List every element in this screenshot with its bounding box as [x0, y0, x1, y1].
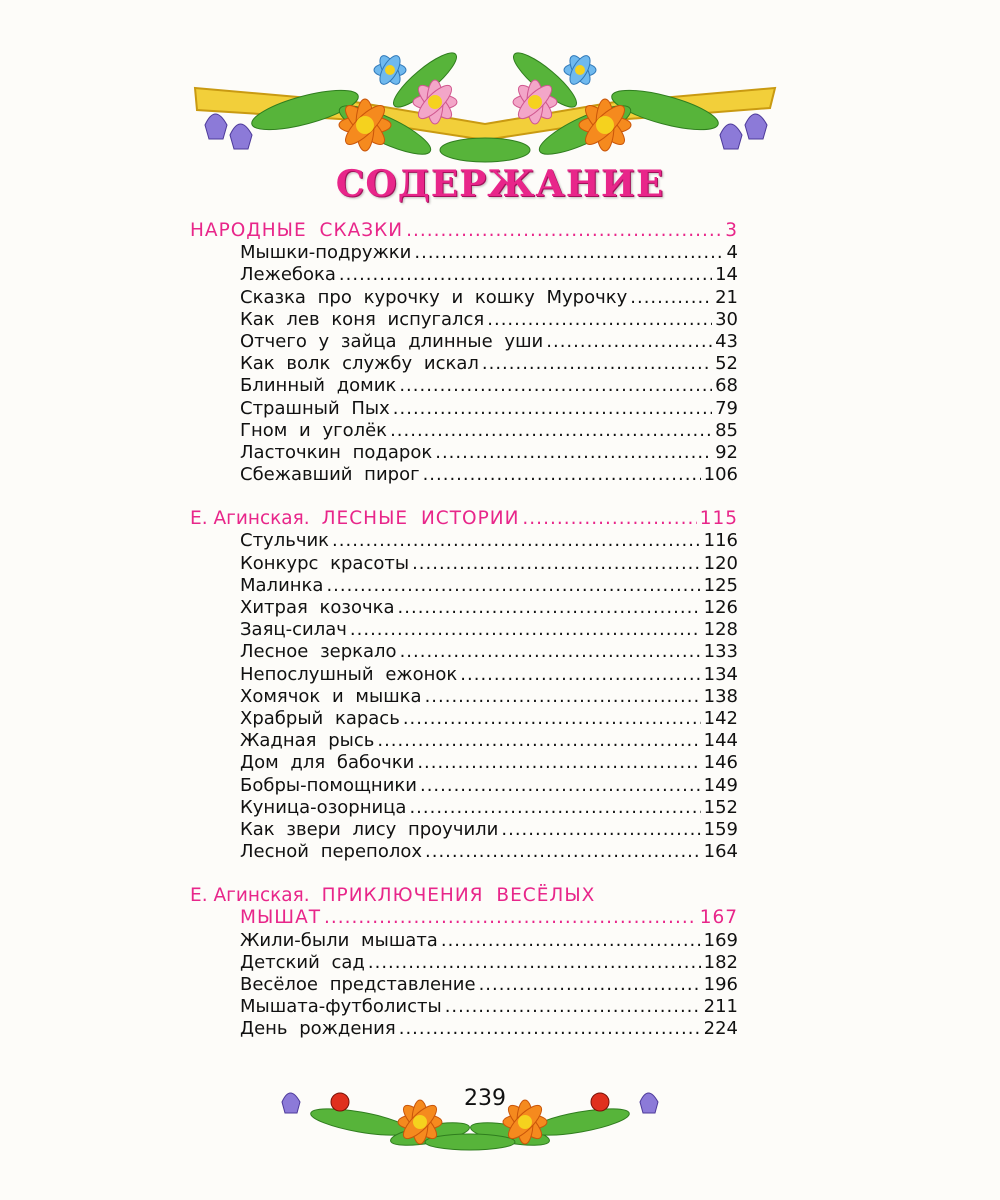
dot-leader	[339, 264, 712, 286]
dot-leader	[390, 420, 712, 442]
dot-leader	[399, 375, 712, 397]
entry-title: Блинный домик	[240, 375, 397, 397]
entry-title: Детский сад	[240, 951, 365, 973]
dot-leader	[487, 309, 712, 331]
toc-entry[interactable]	[190, 264, 738, 286]
dot-leader	[482, 353, 712, 375]
entry-page-number: 149	[703, 774, 738, 796]
toc-entry[interactable]	[190, 708, 738, 730]
entry-title: Ласточкин подарок	[240, 441, 433, 463]
entry-page-number: 224	[703, 1018, 738, 1040]
entry-title: Хомячок и мышка	[240, 685, 422, 707]
entry-title: Заяц-силач	[240, 619, 347, 641]
entry-page-number: 159	[703, 818, 738, 840]
entry-page-number: 79	[715, 397, 738, 419]
entry-title: Сказка про курочку и кошку Мурочку	[240, 286, 628, 308]
entry-page-number: 85	[715, 419, 738, 441]
entry-page-number: 134	[703, 663, 738, 685]
dot-leader	[398, 597, 701, 619]
toc-entry[interactable]	[190, 597, 738, 619]
entry-page-number: 21	[715, 286, 738, 308]
entry-title: Жили-были мышата	[240, 929, 438, 951]
entry-page-number: 164	[703, 841, 738, 863]
toc-entry[interactable]	[190, 420, 738, 442]
entry-title: Весёлое представление	[240, 974, 476, 995]
dot-leader	[403, 708, 701, 730]
dot-leader	[417, 752, 700, 774]
dot-leader	[522, 508, 696, 530]
toc-entry[interactable]	[190, 464, 738, 486]
entry-page-number: 43	[715, 330, 738, 352]
entry-page-number: 125	[703, 574, 738, 596]
section-author: Е. Агинская.	[190, 885, 310, 907]
dot-leader	[479, 974, 701, 996]
section-heading-text: НАРОДНЫЕ СКАЗКИ	[190, 220, 404, 241]
dot-leader	[445, 996, 701, 1018]
entry-title: Храбрый карась	[240, 707, 400, 729]
entry-title: Куница-озорница	[240, 796, 407, 818]
dot-leader	[393, 398, 712, 420]
dot-leader	[414, 242, 723, 264]
toc-entry[interactable]	[190, 664, 738, 686]
toc-entry[interactable]	[190, 686, 738, 708]
dot-leader	[460, 664, 700, 686]
dot-leader	[435, 442, 712, 464]
table-of-contents	[190, 220, 738, 1041]
toc-entry[interactable]	[190, 952, 738, 974]
dot-leader	[406, 220, 722, 242]
entry-page-number: 211	[703, 996, 738, 1018]
toc-entry[interactable]	[190, 641, 738, 663]
entry-page-number: 182	[703, 951, 738, 973]
toc-entry[interactable]	[190, 1018, 738, 1040]
entry-page-number: 92	[715, 441, 738, 463]
entry-title: Гном и уголёк	[240, 419, 388, 441]
entry-page-number: 116	[703, 530, 738, 552]
dot-leader	[350, 619, 701, 641]
entry-title: Лесной переполох	[240, 841, 423, 863]
dot-leader	[399, 1018, 701, 1040]
entry-title: Конкурс красоты	[240, 552, 410, 574]
entry-title: Хитрая козочка	[240, 597, 395, 618]
section-heading-text: МЫШАТ	[240, 907, 322, 929]
entry-page-number: 4	[726, 242, 738, 264]
section-author: Е. Агинская.	[190, 508, 310, 530]
entry-title: Как волк службу искал	[240, 353, 479, 375]
dot-leader	[332, 530, 701, 552]
toc-entry[interactable]	[190, 375, 738, 397]
section-heading-text: ПРИКЛЮЧЕНИЯ ВЕСЁЛЫХ	[321, 885, 596, 907]
toc-entry[interactable]	[190, 841, 738, 863]
entry-page-number: 196	[703, 974, 738, 995]
dot-leader	[409, 797, 700, 819]
entry-title: Как звери лису проучили	[240, 818, 499, 840]
toc-section-heading-continuation[interactable]	[190, 907, 738, 929]
entry-page-number: 142	[703, 707, 738, 729]
entry-page-number: 169	[703, 929, 738, 951]
dot-leader	[377, 730, 700, 752]
entry-page-number: 120	[703, 552, 738, 574]
toc-section-heading[interactable]	[190, 885, 738, 907]
entry-title: Малинка	[240, 574, 324, 596]
entry-page-number: 14	[715, 264, 738, 286]
toc-entry[interactable]	[190, 242, 738, 264]
floral-garland-top-decoration	[185, 40, 785, 170]
entry-title: Страшный Пых	[240, 397, 390, 419]
dot-leader	[630, 287, 712, 309]
entry-page-number: 138	[703, 685, 738, 707]
toc-section-heading[interactable]	[190, 220, 738, 242]
toc-entry[interactable]	[190, 287, 738, 309]
entry-title: Непослушный ежонок	[240, 663, 458, 685]
dot-leader	[501, 819, 700, 841]
page-number: 239	[464, 1086, 506, 1111]
entry-page-number: 128	[703, 619, 738, 641]
entry-page-number: 68	[715, 375, 738, 397]
entry-page-number: 30	[715, 308, 738, 330]
toc-entry[interactable]	[190, 331, 738, 353]
section-page-number: 3	[725, 220, 738, 241]
toc-entry[interactable]	[190, 996, 738, 1018]
dot-leader	[412, 553, 701, 575]
entry-title: Бобры-помощники	[240, 774, 417, 796]
toc-entry[interactable]	[190, 398, 738, 420]
dot-leader	[420, 775, 701, 797]
entry-title: Дом для бабочки	[240, 752, 415, 774]
entry-title: Лесное зеркало	[240, 641, 397, 663]
toc-entry[interactable]	[190, 575, 738, 597]
toc-section-heading[interactable]	[190, 508, 738, 530]
dot-leader	[368, 952, 701, 974]
page-title: СОДЕРЖАНИЕ	[335, 163, 665, 205]
entry-page-number: 126	[703, 597, 738, 618]
entry-title: Как лев коня испугался	[240, 308, 485, 330]
floral-garland-bottom-decoration	[270, 1072, 670, 1152]
dot-leader	[324, 907, 697, 929]
toc-entry[interactable]	[190, 730, 738, 752]
dot-leader	[423, 464, 701, 486]
entry-page-number: 144	[703, 730, 738, 752]
toc-entry[interactable]	[190, 619, 738, 641]
toc-entry[interactable]	[190, 930, 738, 952]
entry-page-number: 106	[703, 464, 738, 486]
entry-title: Стульчик	[240, 530, 330, 552]
toc-entry[interactable]	[190, 819, 738, 841]
dot-leader	[400, 641, 701, 663]
toc-entry[interactable]	[190, 752, 738, 774]
entry-page-number: 152	[703, 796, 738, 818]
toc-entry[interactable]	[190, 775, 738, 797]
toc-entry[interactable]	[190, 309, 738, 331]
entry-title: Мышки-подружки	[240, 242, 412, 264]
dot-leader	[326, 575, 700, 597]
entry-title: Мышата-футболисты	[240, 996, 442, 1018]
entry-page-number: 146	[703, 752, 738, 774]
entry-page-number: 52	[715, 353, 738, 375]
entry-title: Лежебока	[240, 264, 336, 286]
toc-entry[interactable]	[190, 353, 738, 375]
entry-title: Сбежавший пирог	[240, 464, 420, 486]
dot-leader	[425, 841, 701, 863]
section-heading-text: ЛЕСНЫЕ ИСТОРИИ	[321, 508, 520, 530]
toc-entry[interactable]	[190, 974, 738, 996]
toc-entry[interactable]	[190, 530, 738, 552]
dot-leader	[546, 331, 712, 353]
section-page-number: 115	[699, 508, 738, 530]
dot-leader	[425, 686, 701, 708]
entry-title: День рождения	[240, 1018, 396, 1040]
toc-entry[interactable]	[190, 797, 738, 819]
entry-title: Жадная рысь	[240, 730, 375, 752]
section-page-number: 167	[699, 907, 738, 929]
dot-leader	[441, 930, 701, 952]
toc-entry[interactable]	[190, 442, 738, 464]
toc-entry[interactable]	[190, 553, 738, 575]
entry-title: Отчего у зайца длинные уши	[240, 330, 544, 352]
entry-page-number: 133	[703, 641, 738, 663]
